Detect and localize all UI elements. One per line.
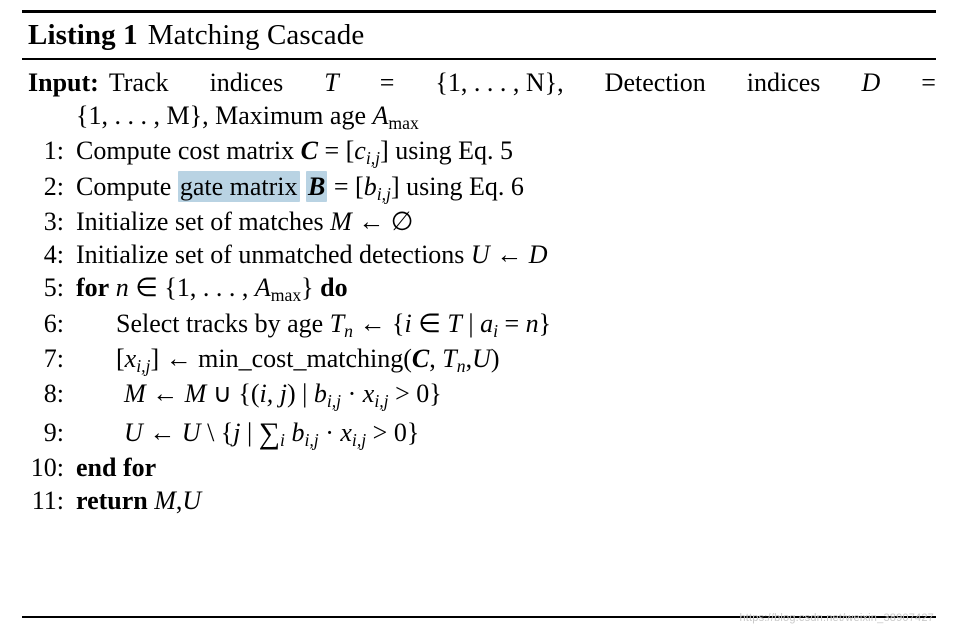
line-number-3: 3: bbox=[43, 207, 64, 237]
input-detection-range: {1, . . . , M}, bbox=[76, 101, 209, 131]
compute-word-2: Compute bbox=[76, 171, 172, 201]
listing-line-11 bbox=[22, 484, 936, 517]
empty-set-symbol: ∅ bbox=[390, 207, 414, 237]
line-content-11: return M,U bbox=[76, 486, 202, 516]
max-age-subscript-5: max bbox=[270, 285, 302, 306]
line-content-8: M ← M ∪ {(i, j) | $b_{i,j} \cdot x_{i,j} > 0$} bbox=[124, 379, 442, 412]
line-content-6: Select tracks by age $T_n$ ← {i ∈ T | $a_i = n$} bbox=[116, 308, 552, 341]
input-equals-2: = bbox=[921, 68, 936, 97]
line-number-4: 4: bbox=[43, 240, 64, 270]
listing-title: Matching Cascade bbox=[147, 19, 365, 51]
for-keyword: for bbox=[76, 273, 110, 303]
line-content-7: $[x_{i,j}]$ ← min_cost_matching(C, $T_n,U$) bbox=[116, 344, 500, 376]
max-age-symbol-5: A bbox=[254, 273, 271, 303]
input-line-1 bbox=[22, 66, 936, 99]
using-eq6: using Eq. 6 bbox=[406, 171, 524, 201]
initialize-unmatched-words: Initialize set of unmatched detections bbox=[76, 240, 465, 270]
input-detection-word: Detection bbox=[604, 68, 706, 97]
listing-line-5 bbox=[22, 271, 936, 306]
unmatched-symbol-9b: U bbox=[181, 417, 201, 447]
listing-line-4 bbox=[22, 238, 936, 271]
track-set-symbol-6b: T bbox=[447, 308, 462, 338]
listing-line-1 bbox=[22, 134, 936, 169]
line-content-2: Compute gate matrix $B = [b_{i,j}]$ using Eq. 6 bbox=[76, 171, 524, 204]
line-number-6: 6: bbox=[43, 308, 64, 338]
cost-matrix-symbol-7: C bbox=[411, 344, 430, 373]
initialize-matches-words: Initialize set of matches bbox=[76, 207, 324, 237]
unmatched-symbol-11: U bbox=[182, 486, 202, 516]
line-content-3: Initialize set of matches M ← ∅ bbox=[76, 207, 414, 237]
select-tracks-words: Select tracks by age bbox=[116, 308, 324, 338]
line-content-4: Initialize set of unmatched detections U ← D bbox=[76, 240, 548, 270]
line-number-2: 2: bbox=[43, 171, 64, 201]
max-age-symbol: A bbox=[372, 101, 389, 131]
input-line-1-content bbox=[109, 66, 936, 99]
track-set-symbol-7: T bbox=[442, 344, 457, 373]
line-content-1: Compute cost matrix $C = [c_{i,j}]$ using Eq. 5 bbox=[76, 136, 513, 169]
gate-matrix-highlight: gate matrix bbox=[179, 171, 298, 201]
listing-title-row bbox=[22, 13, 936, 58]
using-eq5: using Eq. 5 bbox=[395, 136, 513, 166]
detection-set-symbol-4: D bbox=[528, 240, 548, 270]
unmatched-symbol-7: U bbox=[472, 344, 491, 373]
detection-set-symbol: D bbox=[861, 68, 881, 97]
gate-matrix-symbol: B bbox=[308, 171, 326, 201]
do-keyword: do bbox=[320, 273, 348, 303]
line-content-5: for n ∈ {1, . . . , Amax} do bbox=[76, 273, 348, 306]
line-number-11: 11: bbox=[31, 486, 64, 516]
end-for-keyword: end for bbox=[76, 453, 157, 483]
listing-line-6 bbox=[22, 307, 936, 342]
line-number-7: 7: bbox=[43, 344, 64, 373]
max-age-subscript: max bbox=[388, 112, 419, 133]
compute-word-1: Compute bbox=[76, 136, 172, 166]
input-label: Input: bbox=[28, 68, 99, 97]
listing-line-10 bbox=[22, 451, 936, 484]
track-set-symbol: T bbox=[324, 68, 339, 97]
unmatched-symbol-9: U bbox=[124, 417, 143, 447]
unmatched-symbol-4: U bbox=[470, 240, 490, 270]
listing-body bbox=[22, 60, 936, 517]
input-track-word: Track bbox=[108, 68, 169, 97]
input-line-2 bbox=[22, 99, 936, 134]
line-number-8: 8: bbox=[43, 379, 64, 409]
listing-line-2 bbox=[22, 170, 936, 205]
line-content-10 bbox=[76, 451, 936, 484]
cost-matrix-words: cost matrix bbox=[177, 136, 295, 166]
input-line-2-content bbox=[76, 99, 936, 134]
line-number-10: 10: bbox=[30, 453, 64, 483]
listing-line-8 bbox=[22, 377, 936, 412]
line-number-5: 5: bbox=[43, 273, 64, 303]
watermark-text: https://blog.csdn.net/weixin_38907427 bbox=[739, 612, 934, 624]
line-number-1: 1: bbox=[43, 136, 64, 166]
track-set-symbol-6: T bbox=[329, 308, 345, 338]
line-content-9: U ← U \ {j | $\sum_i$ $b_{i,j} \cdot x_{i,j} > 0$} bbox=[124, 416, 420, 450]
input-track-range: {1, . . . , N}, bbox=[435, 68, 564, 97]
min-cost-matching-fn: min_cost_matching bbox=[198, 344, 404, 373]
input-maxage-word: Maximum age bbox=[215, 101, 366, 131]
matches-symbol-8: M bbox=[124, 379, 146, 409]
listing-line-9 bbox=[22, 413, 936, 451]
listing-label: Listing 1 bbox=[28, 19, 138, 51]
matches-symbol-8b: M bbox=[184, 379, 207, 409]
matches-symbol-3: M bbox=[330, 207, 352, 237]
cost-matrix-symbol: C bbox=[300, 136, 318, 166]
return-keyword: return bbox=[76, 486, 148, 516]
listing-line-7 bbox=[22, 342, 936, 377]
matches-symbol-11: M bbox=[154, 486, 176, 516]
input-indices-word: indices bbox=[209, 68, 284, 97]
line-number-9: 9: bbox=[43, 417, 64, 447]
listing-line-3 bbox=[22, 205, 936, 238]
input-indices-word-2: indices bbox=[746, 68, 821, 97]
input-equals-1: = bbox=[379, 68, 395, 97]
